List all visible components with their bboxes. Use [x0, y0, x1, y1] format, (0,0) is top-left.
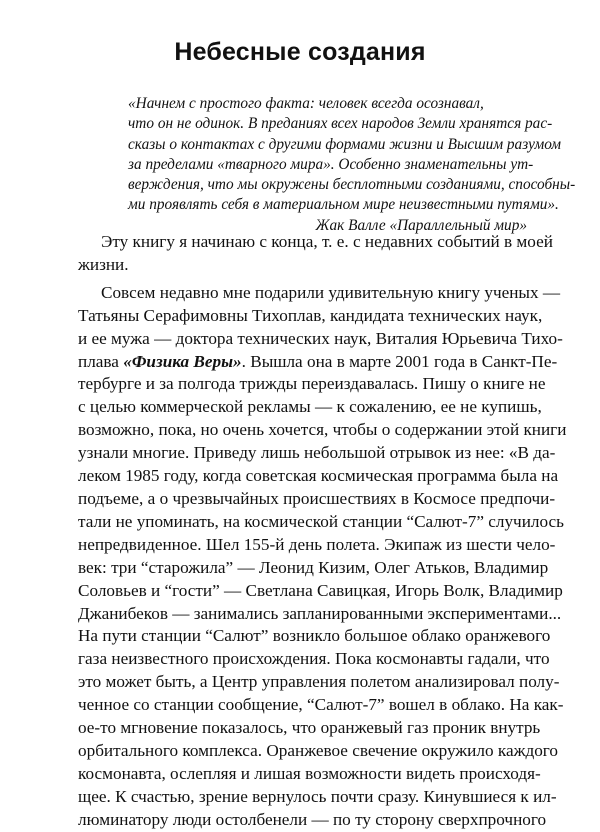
paragraph-line: тербурге и за полгода трижды переиздавалась. Пишу о книге не: [78, 374, 546, 394]
paragraph-line: возможно, пока, но очень хочется, чтобы о содержании этой книги: [78, 420, 567, 440]
paragraph-line: ое-то мгновение показалось, что оранжевый газ проник внутрь: [78, 718, 541, 738]
paragraph-line: [78, 351, 558, 374]
paragraph-line: На пути станции “Салют” возникло большое облако оранжевого: [78, 626, 551, 646]
epigraph: [128, 94, 576, 236]
paragraph-line: Татьяны Серафимовны Тихоплав, кандидата технических наук,: [78, 305, 543, 325]
text-run: . Вышла она в марте 2001 года в Санкт-Пе-: [241, 351, 558, 371]
epigraph-line: верждения, что мы окружены бесплотными созданиями, способны-: [128, 176, 576, 194]
book-title: «Физика Веры»: [123, 351, 242, 371]
paragraph-line: непредвиденное. Шел 155-й день полета. Экипаж из шести чело-: [78, 534, 556, 554]
paragraph-line: жизни.: [78, 254, 129, 274]
paragraph-line: люминатору люди остолбенели — по ту сторону сверхпрочного: [78, 809, 547, 829]
epigraph-line: сказы о контактах с другими формами жизни и Высшим разумом: [128, 135, 562, 153]
paragraph-line: ченное со станции сообщение, “Салют-7” вошел в облако. На как-: [78, 695, 564, 715]
paragraph-line: Совсем недавно мне подарили удивительную книгу ученых —: [101, 282, 561, 302]
epigraph-line: «Начнем с простого факта: человек всегда осознавал,: [128, 95, 484, 112]
paragraph-line: газа неизвестного происхождения. Пока космонавты гадали, что: [78, 649, 550, 669]
paragraph-line: космонавта, ослепляя и лишая возможности видеть происходя-: [78, 763, 541, 783]
epigraph-line: что он не одинок. В преданиях всех народов Земли хранятся рас-: [128, 115, 553, 133]
paragraph-line: с целью коммерческой рекламы — к сожалению, ее не купишь,: [78, 397, 542, 417]
paragraph-line: Эту книгу я начинаю с конца, т. е. с недавних событий в моей: [101, 232, 553, 251]
paragraph-line: Соловьев и “гости” — Светлана Савицкая, Игорь Волк, Владимир: [78, 580, 563, 600]
epigraph-line: ми проявлять себя в материальном мире неизвестными путями».: [128, 196, 559, 214]
paragraph-line: орбитального комплекса. Оранжевое свечение окружило каждого: [78, 740, 558, 760]
text-run: плава: [78, 351, 124, 371]
paragraph-line: щее. К счастью, зрение вернулось почти сразу. Кинувшиеся к ил-: [78, 786, 557, 806]
paragraph-line: век: три “старожила” — Леонид Кизим, Олег Атьков, Владимир: [78, 557, 549, 577]
body-text: [78, 231, 567, 832]
paragraph-line: Джанибеков — занимались запланированными экспериментами...: [78, 603, 562, 623]
epigraph-attribution: Жак Валле «Параллельный мир»: [315, 216, 527, 234]
paragraph-line: тали не упоминать, на космической станции “Салют-7” случилось: [78, 511, 564, 531]
paragraph-line: узнали многие. Приведу лишь небольшой отрывок из нее: «В да-: [78, 443, 556, 463]
paragraph-line: и ее мужа — доктора технических наук, Виталия Юрьевича Тихо-: [78, 328, 563, 348]
paragraph-line: это может быть, а Центр управления полетом анализировал полу-: [78, 672, 560, 692]
chapter-title: Небесные создания: [174, 38, 426, 66]
paragraph-line: подъеме, а о чрезвычайных происшествиях в Космосе предпочи-: [78, 488, 556, 508]
paragraph-line: леком 1985 году, когда советская космическая программа была на: [78, 466, 559, 486]
epigraph-line: за пределами «тварного мира». Особенно знаменательны ут-: [128, 155, 534, 173]
